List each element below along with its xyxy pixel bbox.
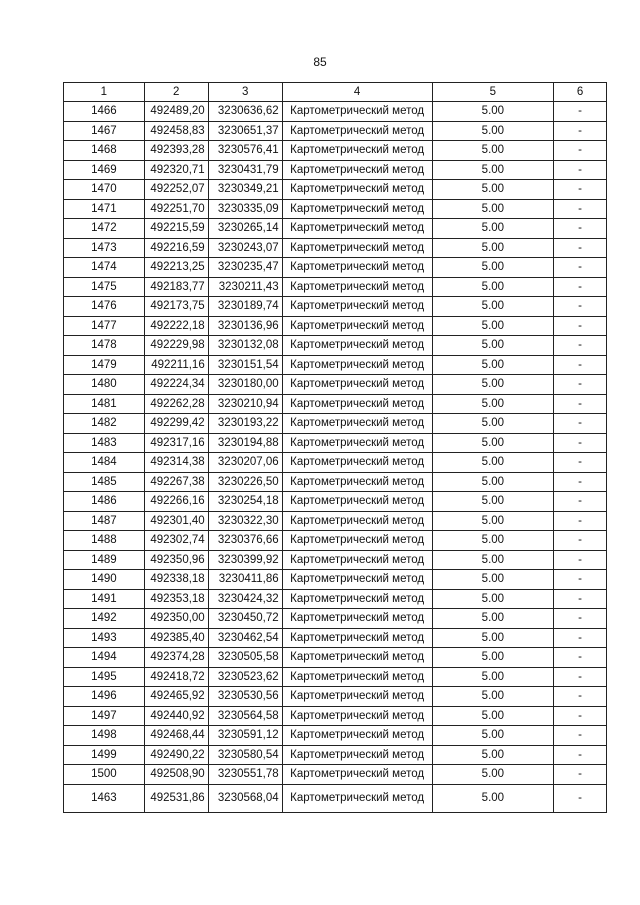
table-row — [64, 492, 607, 512]
y-coordinate-cell: 3230210,94 — [208, 394, 282, 414]
x-coordinate-cell: 492301,40 — [144, 511, 208, 531]
note-cell: - — [554, 355, 607, 375]
accuracy-cell: 5.00 — [432, 238, 554, 258]
accuracy-cell: 5.00 — [432, 316, 554, 336]
note-cell: - — [554, 336, 607, 356]
x-coordinate-cell: 492299,42 — [144, 414, 208, 434]
accuracy-cell: 5.00 — [432, 706, 554, 726]
method-cell: Картометрический метод — [282, 238, 432, 258]
accuracy-cell: 5.00 — [432, 745, 554, 765]
method-cell: Картометрический метод — [282, 570, 432, 590]
x-coordinate-cell: 492267,38 — [144, 472, 208, 492]
point-number-cell: 1492 — [64, 609, 145, 629]
table-row — [64, 394, 607, 414]
accuracy-cell: 5.00 — [432, 511, 554, 531]
point-number-cell: 1468 — [64, 141, 145, 161]
method-cell: Картометрический метод — [282, 219, 432, 239]
y-coordinate-cell: 3230424,32 — [208, 589, 282, 609]
page-number: 85 — [313, 55, 327, 69]
x-coordinate-cell: 492215,59 — [144, 219, 208, 239]
point-number-cell: 1467 — [64, 121, 145, 141]
header-cell: 2 — [144, 83, 208, 102]
header-cell: 1 — [64, 83, 145, 102]
table-row — [64, 609, 607, 629]
point-number-cell: 1487 — [64, 511, 145, 531]
y-coordinate-cell: 3230349,21 — [208, 180, 282, 200]
y-coordinate-cell: 3230193,22 — [208, 414, 282, 434]
note-cell: - — [554, 141, 607, 161]
y-coordinate-cell: 3230411,86 — [208, 570, 282, 590]
point-number-cell: 1470 — [64, 180, 145, 200]
x-coordinate-cell: 492216,59 — [144, 238, 208, 258]
x-coordinate-cell: 492350,96 — [144, 550, 208, 570]
point-number-cell: 1489 — [64, 550, 145, 570]
point-number-cell: 1476 — [64, 297, 145, 317]
accuracy-cell: 5.00 — [432, 589, 554, 609]
y-coordinate-cell: 3230576,41 — [208, 141, 282, 161]
point-number-cell: 1498 — [64, 726, 145, 746]
y-coordinate-cell: 3230322,30 — [208, 511, 282, 531]
point-number-cell: 1477 — [64, 316, 145, 336]
y-coordinate-cell: 3230530,56 — [208, 687, 282, 707]
x-coordinate-cell: 492317,16 — [144, 433, 208, 453]
x-coordinate-cell: 492224,34 — [144, 375, 208, 395]
note-cell: - — [554, 121, 607, 141]
table-row — [64, 511, 607, 531]
coordinates-table — [63, 82, 607, 813]
table-row — [64, 433, 607, 453]
y-coordinate-cell: 3230189,74 — [208, 297, 282, 317]
table-row — [64, 628, 607, 648]
accuracy-cell: 5.00 — [432, 160, 554, 180]
accuracy-cell: 5.00 — [432, 102, 554, 122]
accuracy-cell: 5.00 — [432, 394, 554, 414]
x-coordinate-cell: 492458,83 — [144, 121, 208, 141]
accuracy-cell: 5.00 — [432, 667, 554, 687]
point-number-cell: 1474 — [64, 258, 145, 278]
x-coordinate-cell: 492173,75 — [144, 297, 208, 317]
method-cell: Картометрический метод — [282, 375, 432, 395]
method-cell: Картометрический метод — [282, 765, 432, 785]
note-cell: - — [554, 102, 607, 122]
note-cell: - — [554, 238, 607, 258]
header-cell: 3 — [208, 83, 282, 102]
point-number-cell: 1471 — [64, 199, 145, 219]
method-cell: Картометрический метод — [282, 453, 432, 473]
note-cell: - — [554, 453, 607, 473]
y-coordinate-cell: 3230136,96 — [208, 316, 282, 336]
accuracy-cell: 5.00 — [432, 765, 554, 785]
note-cell: - — [554, 550, 607, 570]
note-cell: - — [554, 472, 607, 492]
table-row — [64, 258, 607, 278]
table-row — [64, 336, 607, 356]
method-cell: Картометрический метод — [282, 199, 432, 219]
point-number-cell: 1479 — [64, 355, 145, 375]
method-cell: Картометрический метод — [282, 258, 432, 278]
table-row — [64, 141, 607, 161]
point-number-cell: 1491 — [64, 589, 145, 609]
accuracy-cell: 5.00 — [432, 219, 554, 239]
method-cell: Картометрический метод — [282, 102, 432, 122]
accuracy-cell: 5.00 — [432, 199, 554, 219]
point-number-cell: 1488 — [64, 531, 145, 551]
table-row — [64, 745, 607, 765]
note-cell: - — [554, 628, 607, 648]
x-coordinate-cell: 492490,22 — [144, 745, 208, 765]
point-number-cell: 1480 — [64, 375, 145, 395]
y-coordinate-cell: 3230568,04 — [208, 784, 282, 812]
x-coordinate-cell: 492374,28 — [144, 648, 208, 668]
x-coordinate-cell: 492302,74 — [144, 531, 208, 551]
table-row — [64, 550, 607, 570]
method-cell: Картометрический метод — [282, 589, 432, 609]
y-coordinate-cell: 3230335,09 — [208, 199, 282, 219]
accuracy-cell: 5.00 — [432, 414, 554, 434]
note-cell: - — [554, 648, 607, 668]
y-coordinate-cell: 3230180,00 — [208, 375, 282, 395]
method-cell: Картометрический метод — [282, 355, 432, 375]
table-row — [64, 414, 607, 434]
table-row — [64, 180, 607, 200]
x-coordinate-cell: 492531,86 — [144, 784, 208, 812]
method-cell: Картометрический метод — [282, 667, 432, 687]
accuracy-cell: 5.00 — [432, 472, 554, 492]
y-coordinate-cell: 3230431,79 — [208, 160, 282, 180]
note-cell: - — [554, 492, 607, 512]
table-row — [64, 277, 607, 297]
accuracy-cell: 5.00 — [432, 550, 554, 570]
accuracy-cell: 5.00 — [432, 375, 554, 395]
y-coordinate-cell: 3230376,66 — [208, 531, 282, 551]
y-coordinate-cell: 3230151,54 — [208, 355, 282, 375]
method-cell: Картометрический метод — [282, 277, 432, 297]
note-cell: - — [554, 394, 607, 414]
method-cell: Картометрический метод — [282, 433, 432, 453]
x-coordinate-cell: 492213,25 — [144, 258, 208, 278]
accuracy-cell: 5.00 — [432, 687, 554, 707]
point-number-cell: 1481 — [64, 394, 145, 414]
accuracy-cell: 5.00 — [432, 355, 554, 375]
point-number-cell: 1482 — [64, 414, 145, 434]
point-number-cell: 1475 — [64, 277, 145, 297]
table-row — [64, 726, 607, 746]
method-cell: Картометрический метод — [282, 180, 432, 200]
accuracy-cell: 5.00 — [432, 336, 554, 356]
point-number-cell: 1495 — [64, 667, 145, 687]
point-number-cell: 1490 — [64, 570, 145, 590]
table-row — [64, 219, 607, 239]
x-coordinate-cell: 492418,72 — [144, 667, 208, 687]
accuracy-cell: 5.00 — [432, 531, 554, 551]
accuracy-cell: 5.00 — [432, 628, 554, 648]
method-cell: Картометрический метод — [282, 336, 432, 356]
note-cell: - — [554, 609, 607, 629]
method-cell: Картометрический метод — [282, 316, 432, 336]
accuracy-cell: 5.00 — [432, 609, 554, 629]
y-coordinate-cell: 3230226,50 — [208, 472, 282, 492]
method-cell: Картометрический метод — [282, 141, 432, 161]
table-row — [64, 160, 607, 180]
x-coordinate-cell: 492350,00 — [144, 609, 208, 629]
accuracy-cell: 5.00 — [432, 453, 554, 473]
y-coordinate-cell: 3230505,58 — [208, 648, 282, 668]
y-coordinate-cell: 3230132,08 — [208, 336, 282, 356]
method-cell: Картометрический метод — [282, 745, 432, 765]
accuracy-cell: 5.00 — [432, 121, 554, 141]
method-cell: Картометрический метод — [282, 531, 432, 551]
y-coordinate-cell: 3230243,07 — [208, 238, 282, 258]
note-cell: - — [554, 180, 607, 200]
method-cell: Картометрический метод — [282, 160, 432, 180]
note-cell: - — [554, 297, 607, 317]
method-cell: Картометрический метод — [282, 297, 432, 317]
y-coordinate-cell: 3230564,58 — [208, 706, 282, 726]
method-cell: Картометрический метод — [282, 121, 432, 141]
point-number-cell: 1493 — [64, 628, 145, 648]
method-cell: Картометрический метод — [282, 784, 432, 812]
table-row — [64, 355, 607, 375]
table-row — [64, 784, 607, 812]
y-coordinate-cell: 3230254,18 — [208, 492, 282, 512]
x-coordinate-cell: 492468,44 — [144, 726, 208, 746]
note-cell: - — [554, 277, 607, 297]
method-cell: Картометрический метод — [282, 726, 432, 746]
accuracy-cell: 5.00 — [432, 297, 554, 317]
note-cell: - — [554, 687, 607, 707]
header-cell: 6 — [554, 83, 607, 102]
x-coordinate-cell: 492251,70 — [144, 199, 208, 219]
table-row — [64, 570, 607, 590]
accuracy-cell: 5.00 — [432, 180, 554, 200]
table-row — [64, 121, 607, 141]
table-row — [64, 472, 607, 492]
note-cell: - — [554, 667, 607, 687]
point-number-cell: 1496 — [64, 687, 145, 707]
y-coordinate-cell: 3230207,06 — [208, 453, 282, 473]
table-row — [64, 648, 607, 668]
note-cell: - — [554, 219, 607, 239]
note-cell: - — [554, 784, 607, 812]
table-row — [64, 531, 607, 551]
method-cell: Картометрический метод — [282, 609, 432, 629]
table-header-row — [64, 83, 607, 102]
method-cell: Картометрический метод — [282, 492, 432, 512]
x-coordinate-cell: 492440,92 — [144, 706, 208, 726]
y-coordinate-cell: 3230636,62 — [208, 102, 282, 122]
x-coordinate-cell: 492320,71 — [144, 160, 208, 180]
accuracy-cell: 5.00 — [432, 648, 554, 668]
table-row — [64, 316, 607, 336]
note-cell: - — [554, 726, 607, 746]
table-row — [64, 375, 607, 395]
method-cell: Картометрический метод — [282, 706, 432, 726]
method-cell: Картометрический метод — [282, 394, 432, 414]
method-cell: Картометрический метод — [282, 648, 432, 668]
point-number-cell: 1483 — [64, 433, 145, 453]
point-number-cell: 1463 — [64, 784, 145, 812]
method-cell: Картометрический метод — [282, 687, 432, 707]
x-coordinate-cell: 492252,07 — [144, 180, 208, 200]
x-coordinate-cell: 492353,18 — [144, 589, 208, 609]
note-cell: - — [554, 589, 607, 609]
accuracy-cell: 5.00 — [432, 784, 554, 812]
note-cell: - — [554, 531, 607, 551]
method-cell: Картометрический метод — [282, 414, 432, 434]
table-row — [64, 706, 607, 726]
x-coordinate-cell: 492266,16 — [144, 492, 208, 512]
y-coordinate-cell: 3230651,37 — [208, 121, 282, 141]
accuracy-cell: 5.00 — [432, 433, 554, 453]
header-cell: 4 — [282, 83, 432, 102]
x-coordinate-cell: 492393,28 — [144, 141, 208, 161]
y-coordinate-cell: 3230523,62 — [208, 667, 282, 687]
note-cell: - — [554, 199, 607, 219]
point-number-cell: 1486 — [64, 492, 145, 512]
point-number-cell: 1478 — [64, 336, 145, 356]
note-cell: - — [554, 258, 607, 278]
table-row — [64, 453, 607, 473]
point-number-cell: 1499 — [64, 745, 145, 765]
note-cell: - — [554, 570, 607, 590]
note-cell: - — [554, 706, 607, 726]
note-cell: - — [554, 765, 607, 785]
x-coordinate-cell: 492183,77 — [144, 277, 208, 297]
method-cell: Картометрический метод — [282, 472, 432, 492]
table-row — [64, 667, 607, 687]
y-coordinate-cell: 3230462,54 — [208, 628, 282, 648]
table-row — [64, 238, 607, 258]
accuracy-cell: 5.00 — [432, 258, 554, 278]
point-number-cell: 1484 — [64, 453, 145, 473]
y-coordinate-cell: 3230235,47 — [208, 258, 282, 278]
table-row — [64, 297, 607, 317]
point-number-cell: 1466 — [64, 102, 145, 122]
table-row — [64, 102, 607, 122]
y-coordinate-cell: 3230450,72 — [208, 609, 282, 629]
x-coordinate-cell: 492489,20 — [144, 102, 208, 122]
table-body — [64, 102, 607, 813]
y-coordinate-cell: 3230194,88 — [208, 433, 282, 453]
point-number-cell: 1469 — [64, 160, 145, 180]
point-number-cell: 1500 — [64, 765, 145, 785]
table-row — [64, 199, 607, 219]
header-cell: 5 — [432, 83, 554, 102]
note-cell: - — [554, 745, 607, 765]
note-cell: - — [554, 375, 607, 395]
point-number-cell: 1473 — [64, 238, 145, 258]
accuracy-cell: 5.00 — [432, 141, 554, 161]
point-number-cell: 1497 — [64, 706, 145, 726]
method-cell: Картометрический метод — [282, 550, 432, 570]
y-coordinate-cell: 3230580,54 — [208, 745, 282, 765]
point-number-cell: 1494 — [64, 648, 145, 668]
x-coordinate-cell: 492465,92 — [144, 687, 208, 707]
table-row — [64, 687, 607, 707]
point-number-cell: 1485 — [64, 472, 145, 492]
y-coordinate-cell: 3230265,14 — [208, 219, 282, 239]
x-coordinate-cell: 492385,40 — [144, 628, 208, 648]
table-row — [64, 765, 607, 785]
x-coordinate-cell: 492314,38 — [144, 453, 208, 473]
y-coordinate-cell: 3230591,12 — [208, 726, 282, 746]
note-cell: - — [554, 160, 607, 180]
x-coordinate-cell: 492211,16 — [144, 355, 208, 375]
note-cell: - — [554, 316, 607, 336]
note-cell: - — [554, 414, 607, 434]
method-cell: Картометрический метод — [282, 511, 432, 531]
accuracy-cell: 5.00 — [432, 492, 554, 512]
accuracy-cell: 5.00 — [432, 277, 554, 297]
table-row — [64, 589, 607, 609]
note-cell: - — [554, 433, 607, 453]
x-coordinate-cell: 492338,18 — [144, 570, 208, 590]
point-number-cell: 1472 — [64, 219, 145, 239]
y-coordinate-cell: 3230211,43 — [208, 277, 282, 297]
x-coordinate-cell: 492222,18 — [144, 316, 208, 336]
x-coordinate-cell: 492229,98 — [144, 336, 208, 356]
x-coordinate-cell: 492262,28 — [144, 394, 208, 414]
x-coordinate-cell: 492508,90 — [144, 765, 208, 785]
y-coordinate-cell: 3230399,92 — [208, 550, 282, 570]
note-cell: - — [554, 511, 607, 531]
method-cell: Картометрический метод — [282, 628, 432, 648]
y-coordinate-cell: 3230551,78 — [208, 765, 282, 785]
accuracy-cell: 5.00 — [432, 570, 554, 590]
accuracy-cell: 5.00 — [432, 726, 554, 746]
